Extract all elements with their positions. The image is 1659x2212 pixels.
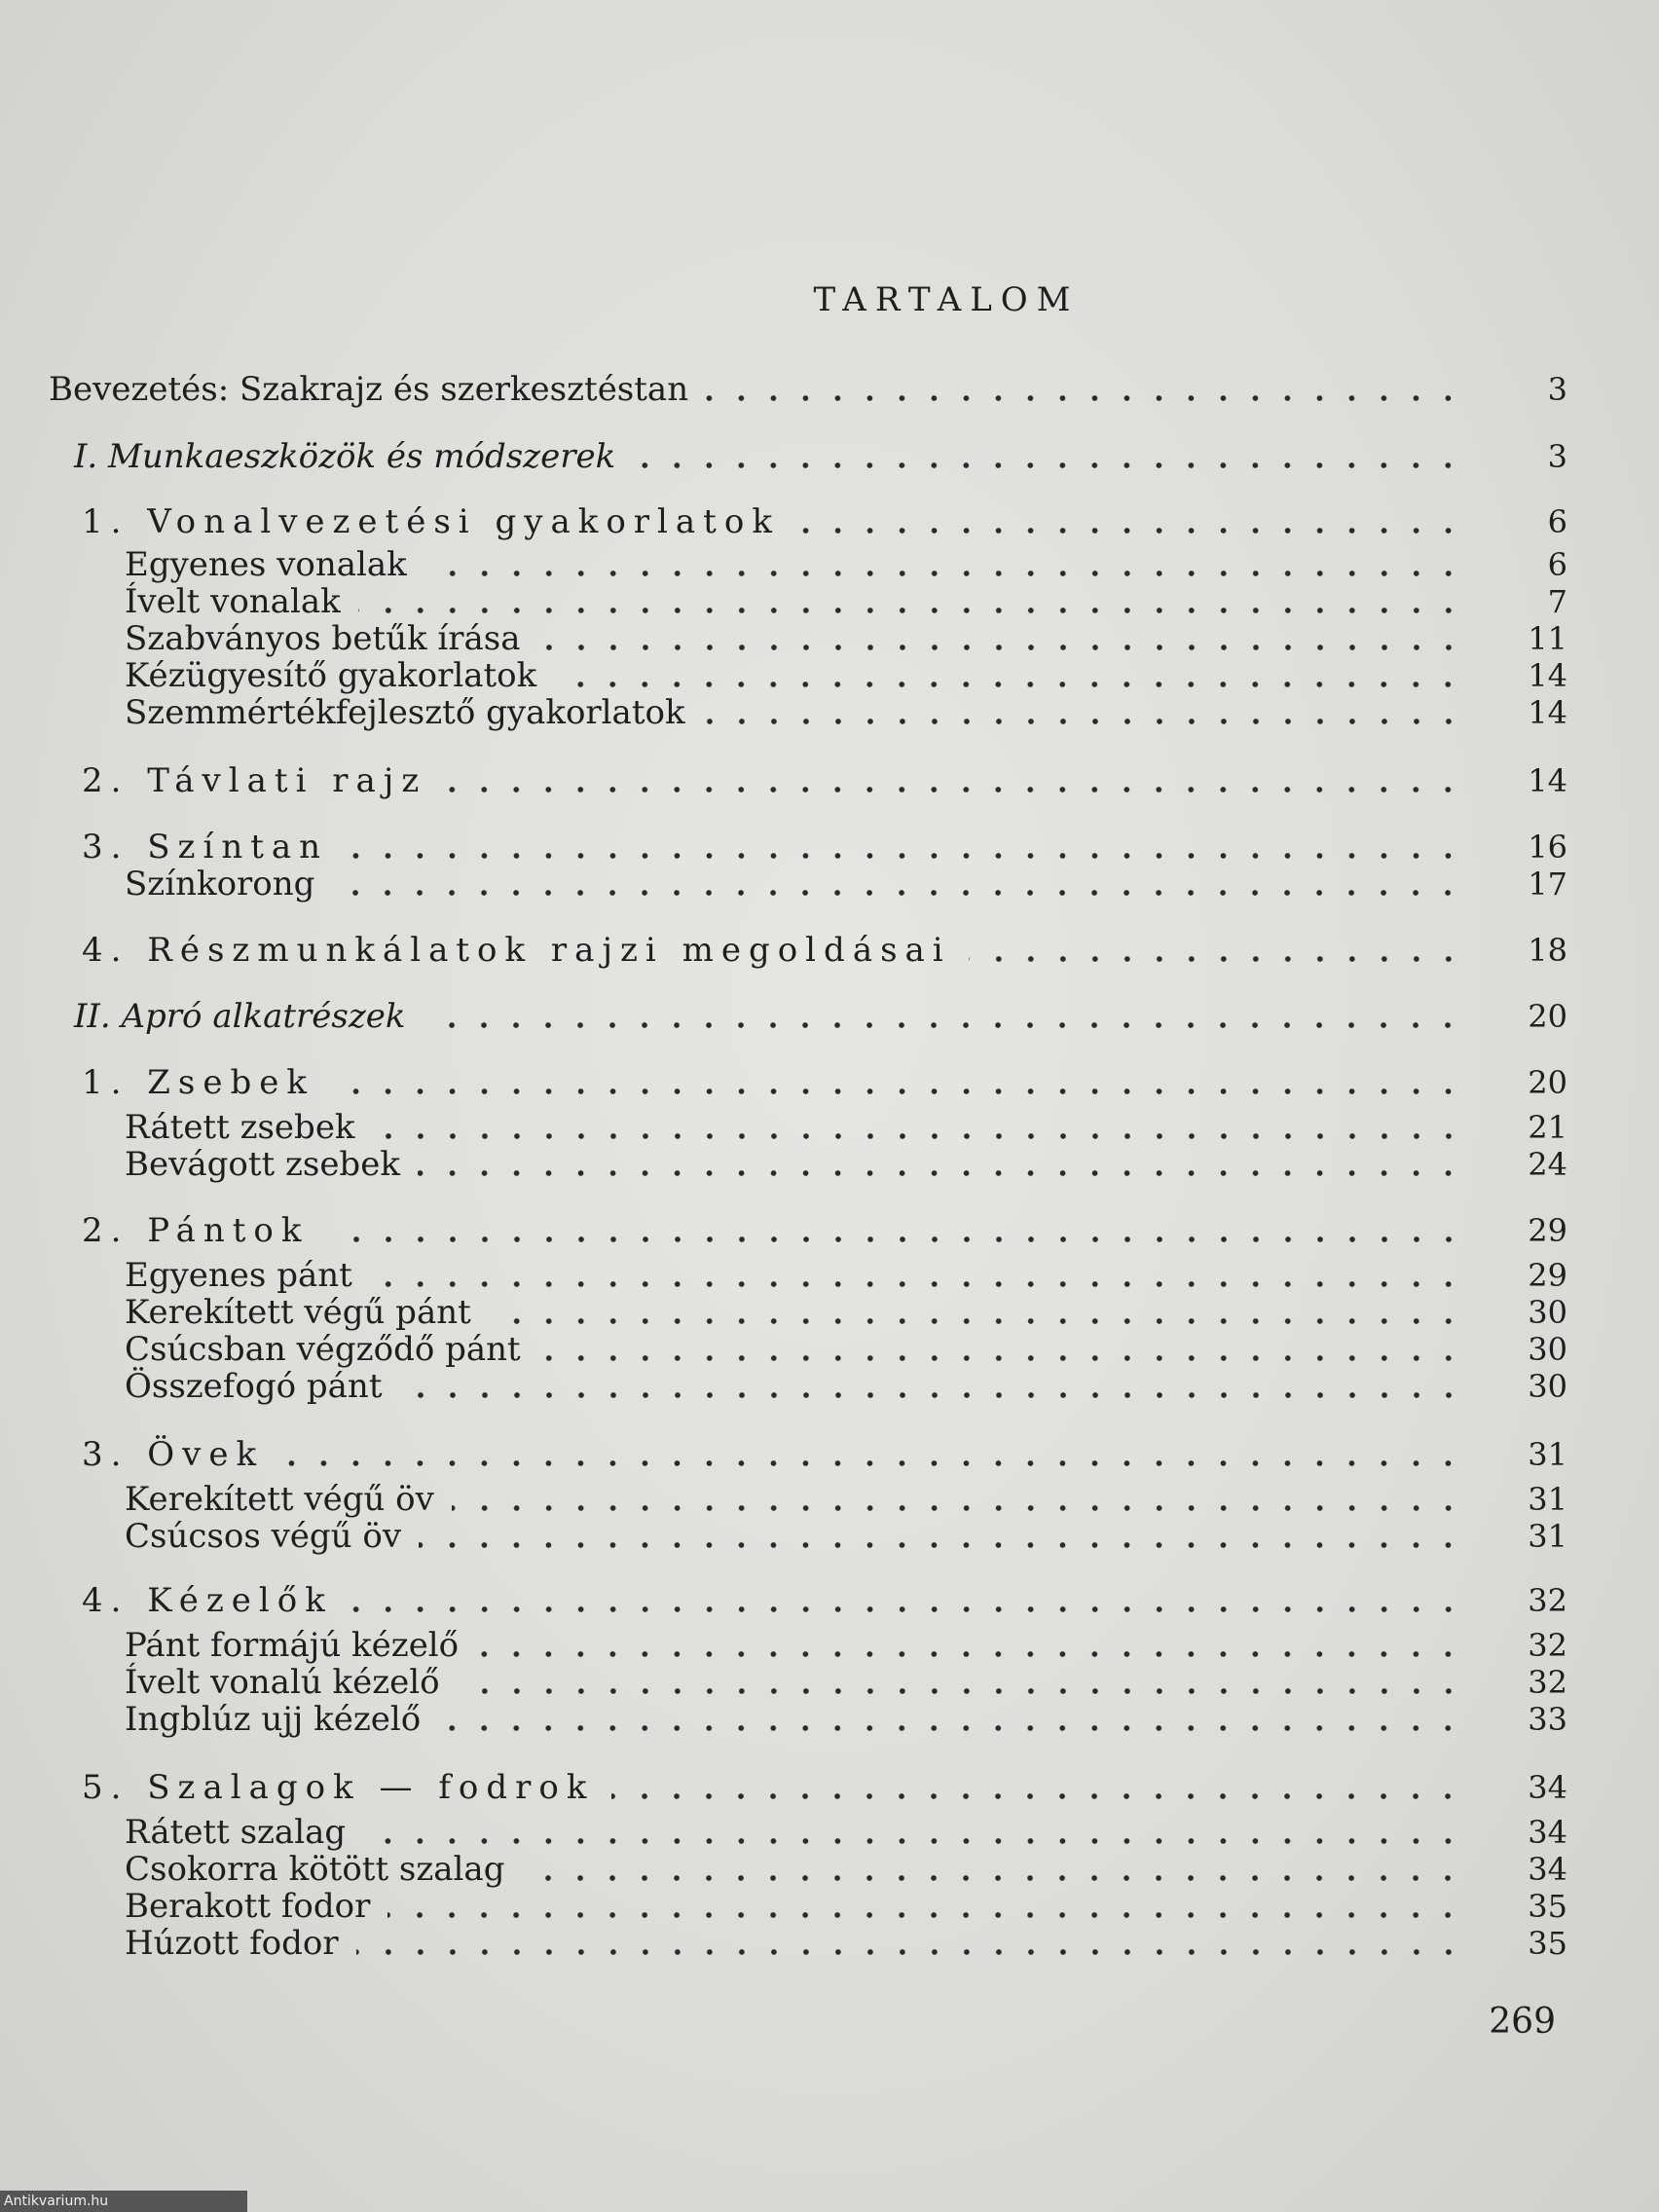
toc-leader-dots bbox=[356, 1948, 1464, 1956]
toc-leader-dots bbox=[611, 1792, 1464, 1800]
toc-entry-page: 34 bbox=[1528, 1851, 1567, 1888]
toc-entry-label: 2. Távlati rajz bbox=[82, 761, 427, 800]
toc-entry bbox=[0, 863, 1659, 905]
toc-entry bbox=[0, 691, 1659, 734]
toc-entry-page: 32 bbox=[1528, 1582, 1567, 1619]
toc-entry-page: 20 bbox=[1528, 1064, 1567, 1101]
toc-leader-dots bbox=[423, 1021, 1464, 1029]
toc-entry-label: Húzott fodor bbox=[125, 1924, 339, 1963]
toc-entry-page: 14 bbox=[1528, 657, 1567, 694]
toc-entry-label: Egyenes vonalak bbox=[125, 545, 407, 584]
toc-entry-page: 18 bbox=[1528, 932, 1567, 969]
toc-leader-dots bbox=[350, 1605, 1464, 1613]
toc-leader-dots bbox=[703, 718, 1464, 725]
toc-leader-dots bbox=[554, 681, 1464, 688]
toc-entry-label: II. Apró alkatrészek bbox=[74, 997, 406, 1036]
toc-leader-dots bbox=[489, 1317, 1464, 1325]
toc-entry bbox=[0, 1209, 1659, 1252]
toc-entry-page: 14 bbox=[1528, 694, 1567, 731]
toc-entry-page: 31 bbox=[1528, 1481, 1567, 1518]
toc-entry-page: 30 bbox=[1528, 1294, 1567, 1331]
toc-entry-label: Kézügyesítő gyakorlatok bbox=[125, 656, 537, 695]
toc-leader-dots bbox=[706, 394, 1464, 402]
toc-leader-dots bbox=[538, 1354, 1464, 1362]
toc-entry-label: Csokorra kötött szalag bbox=[125, 1850, 505, 1889]
toc-leader-dots bbox=[438, 1724, 1464, 1732]
toc-leader-dots bbox=[797, 527, 1464, 535]
toc-leader-dots bbox=[476, 1650, 1464, 1658]
toc-entry bbox=[0, 1515, 1659, 1558]
toc-leader-dots bbox=[281, 1459, 1464, 1467]
toc-entry-page: 35 bbox=[1528, 1888, 1567, 1925]
toc-leader-dots bbox=[522, 1874, 1464, 1882]
toc-entry-label: Szemmértékfejlesztő gyakorlatok bbox=[125, 693, 685, 732]
toc-entry-page: 16 bbox=[1528, 829, 1567, 866]
toc-leader-dots bbox=[332, 1088, 1464, 1095]
toc-entry-label: Csúcsos végű öv bbox=[125, 1517, 402, 1556]
toc-entry-page: 35 bbox=[1528, 1925, 1567, 1962]
toc-entry-page: 31 bbox=[1528, 1518, 1567, 1555]
toc-entry-label: 1. Vonalvezetési gyakorlatok bbox=[82, 502, 780, 541]
watermark-footer: Antikvarium.hu bbox=[0, 2191, 247, 2212]
toc-title: TARTALOM bbox=[813, 280, 1080, 319]
toc-entry-label: Pánt formájú kézelő bbox=[125, 1626, 460, 1665]
toc-entry-label: Ívelt vonalú kézelő bbox=[125, 1663, 440, 1702]
toc-entry-page: 29 bbox=[1528, 1212, 1567, 1249]
toc-leader-dots bbox=[346, 852, 1464, 860]
toc-entry-label: Színkorong bbox=[125, 865, 315, 903]
toc-entry-page: 14 bbox=[1528, 762, 1567, 799]
toc-entry-page: 6 bbox=[1547, 546, 1567, 583]
toc-entry-label: Szabványos betűk írása bbox=[125, 619, 521, 658]
toc-leader-dots bbox=[969, 955, 1464, 963]
toc-entry-label: 2. Pántok bbox=[82, 1211, 310, 1250]
toc-entry-label: Bevágott zsebek bbox=[125, 1145, 400, 1184]
toc-entry bbox=[0, 1143, 1659, 1186]
toc-entry-label: Rátett szalag bbox=[125, 1813, 347, 1852]
toc-entry-page: 24 bbox=[1528, 1146, 1567, 1183]
toc-entry-label: Rátett zsebek bbox=[125, 1108, 355, 1147]
toc-entry-page: 29 bbox=[1528, 1257, 1567, 1294]
toc-entry bbox=[0, 368, 1659, 411]
toc-entry bbox=[0, 1579, 1659, 1622]
toc-entry bbox=[0, 1922, 1659, 1965]
toc-entry-label: Ívelt vonalak bbox=[125, 582, 341, 621]
toc-entry-page: 7 bbox=[1547, 583, 1567, 620]
toc-entry-page: 3 bbox=[1547, 438, 1567, 475]
toc-entry-label: Kerekített végű öv bbox=[125, 1480, 434, 1519]
page-number: 269 bbox=[1489, 2002, 1556, 2042]
toc-entry bbox=[0, 1433, 1659, 1476]
toc-leader-dots bbox=[387, 1911, 1464, 1919]
toc-entry-label: 1. Zsebek bbox=[82, 1063, 314, 1102]
toc-entry-label: Ingblúz ujj kézelő bbox=[125, 1700, 422, 1739]
toc-leader-dots bbox=[327, 1235, 1465, 1243]
toc-entry bbox=[0, 1698, 1659, 1741]
toc-leader-dots bbox=[444, 786, 1464, 793]
toc-leader-dots bbox=[373, 1132, 1464, 1140]
toc-entry-page: 20 bbox=[1528, 998, 1567, 1035]
toc-entry-page: 32 bbox=[1528, 1664, 1567, 1701]
toc-entry-label: Kerekített végű pánt bbox=[125, 1293, 471, 1332]
toc-entry bbox=[0, 1766, 1659, 1809]
toc-entry bbox=[0, 1365, 1659, 1408]
toc-leader-dots bbox=[363, 1837, 1464, 1845]
toc-entry-page: 21 bbox=[1528, 1109, 1567, 1146]
toc-leader-dots bbox=[358, 607, 1464, 614]
toc-leader-dots bbox=[400, 1391, 1465, 1399]
toc-leader-dots bbox=[370, 1280, 1464, 1288]
toc-leader-dots bbox=[332, 889, 1464, 897]
toc-entry bbox=[0, 929, 1659, 972]
toc-leader-dots bbox=[419, 1541, 1464, 1549]
toc-entry-label: 4. Részmunkálatok rajzi megoldásai bbox=[82, 931, 951, 970]
toc-leader-dots bbox=[538, 644, 1464, 651]
toc-entry-page: 17 bbox=[1528, 866, 1567, 903]
toc-entry-label: 4. Kézelők bbox=[82, 1581, 333, 1620]
toc-leader-dots bbox=[424, 570, 1464, 577]
toc-entry-page: 6 bbox=[1547, 503, 1567, 540]
toc-leader-dots bbox=[633, 461, 1464, 469]
toc-entry-label: 3. Övek bbox=[82, 1435, 265, 1474]
toc-entry-label: 5. Szalagok — fodrok bbox=[82, 1768, 595, 1807]
toc-entry-label: Csúcsban végződő pánt bbox=[125, 1330, 521, 1369]
toc-entry bbox=[0, 500, 1659, 543]
toc-entry bbox=[0, 759, 1659, 802]
toc-entry-page: 33 bbox=[1528, 1701, 1567, 1738]
toc-entry-page: 30 bbox=[1528, 1368, 1567, 1405]
toc-entry-page: 34 bbox=[1528, 1769, 1567, 1806]
toc-leader-dots bbox=[452, 1504, 1464, 1512]
toc-entry-page: 31 bbox=[1528, 1436, 1567, 1473]
toc-entry-label: Bevezetés: Szakrajz és szerkesztéstan bbox=[49, 370, 689, 409]
toc-entry-label: Összefogó pánt bbox=[125, 1367, 383, 1406]
toc-entry-label: I. Munkaeszközök és módszerek bbox=[74, 437, 616, 476]
toc-leader-dots bbox=[458, 1687, 1464, 1695]
toc-entry-label: Egyenes pánt bbox=[125, 1256, 352, 1295]
toc-entry bbox=[0, 1061, 1659, 1104]
toc-leader-dots bbox=[418, 1169, 1464, 1177]
toc-entry-page: 30 bbox=[1528, 1331, 1567, 1368]
toc-entry-page: 11 bbox=[1528, 620, 1567, 657]
toc-entry-label: 3. Színtan bbox=[82, 828, 329, 866]
toc-entry-label: Berakott fodor bbox=[125, 1887, 371, 1926]
toc-entry-page: 32 bbox=[1528, 1627, 1567, 1664]
toc-entry bbox=[0, 435, 1659, 478]
toc-entry-page: 34 bbox=[1528, 1814, 1567, 1851]
toc-entry-page: 3 bbox=[1547, 371, 1567, 408]
toc-entry bbox=[0, 995, 1659, 1038]
